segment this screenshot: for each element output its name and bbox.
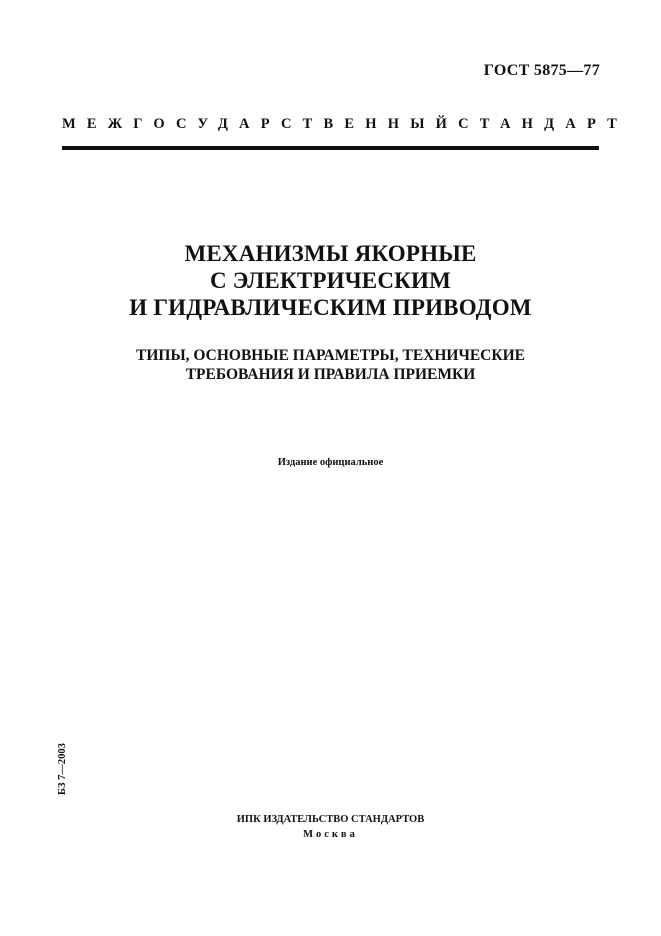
publisher-name: ИПК ИЗДАТЕЛЬСТВО СТАНДАРТОВ xyxy=(236,814,425,825)
header-rule xyxy=(62,146,599,150)
document-subtitle xyxy=(0,346,661,384)
standard-type-word2: СТАНДАРТ xyxy=(458,116,629,132)
side-code: БЗ 7—2003 xyxy=(57,743,68,795)
edition-note: Издание официальное xyxy=(277,457,384,468)
title-line-1: МЕХАНИЗМЫ ЯКОРНЫЕ xyxy=(184,241,477,266)
document-title xyxy=(0,240,661,321)
title-line-3: И ГИДРАВЛИЧЕСКИМ ПРИВОДОМ xyxy=(129,295,532,320)
title-line-2: С ЭЛЕКТРИЧЕСКИМ xyxy=(209,268,452,293)
standard-type-word1: МЕЖГОСУДАРСТВЕННЫЙ xyxy=(62,116,459,132)
standard-number: ГОСТ 5875—77 xyxy=(483,62,600,79)
standard-type xyxy=(62,116,629,133)
subtitle-line-2: ТРЕБОВАНИЯ И ПРАВИЛА ПРИЕМКИ xyxy=(185,366,476,383)
publisher-city: Москва xyxy=(303,829,358,840)
subtitle-line-1: ТИПЫ, ОСНОВНЫЕ ПАРАМЕТРЫ, ТЕХНИЧЕСКИЕ xyxy=(136,347,525,364)
